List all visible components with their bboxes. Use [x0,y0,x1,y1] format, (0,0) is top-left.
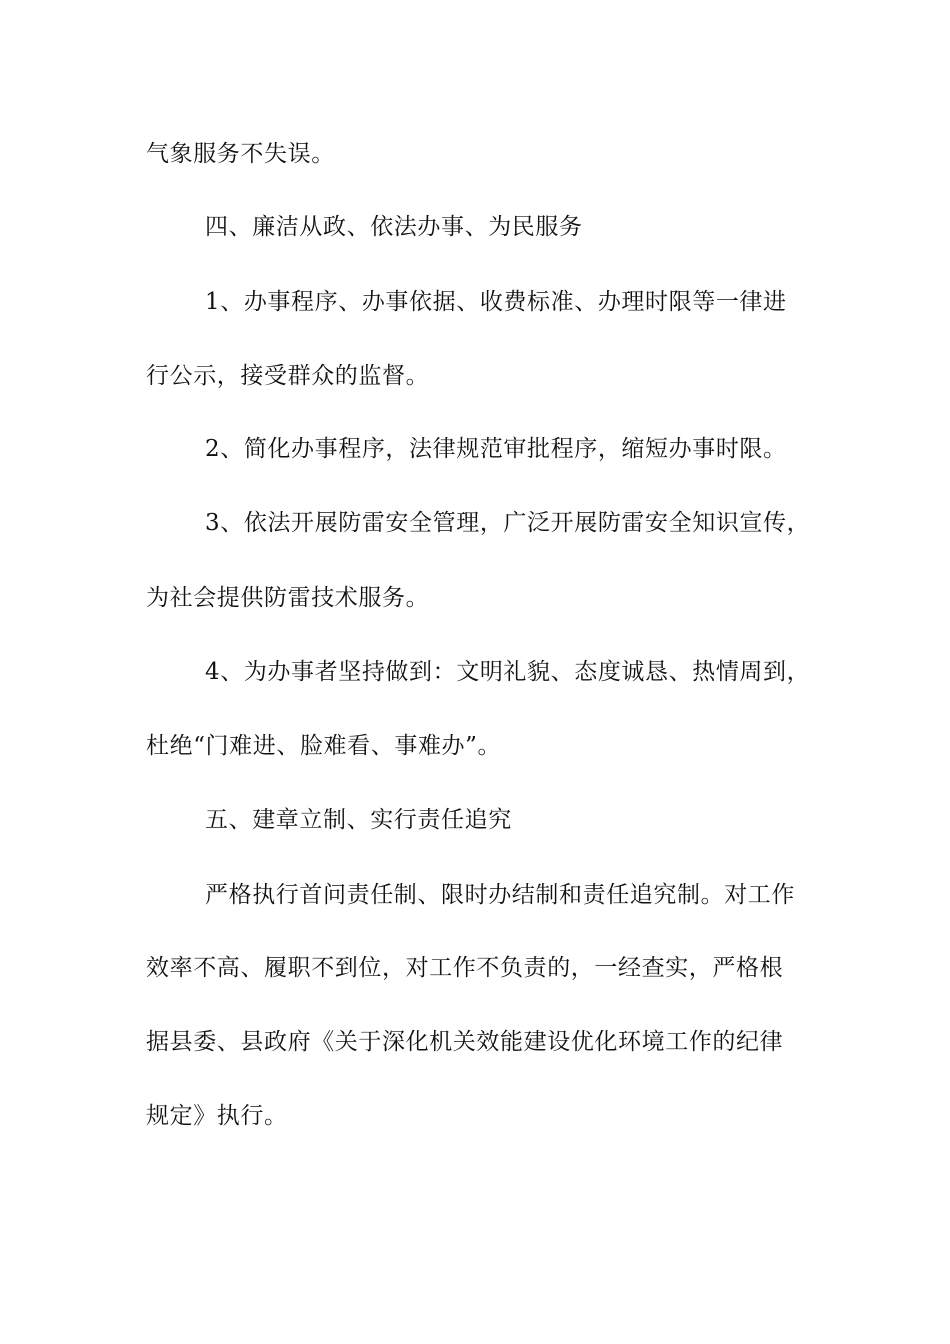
paragraph-line: 3、依法开展防雷安全管理，广泛开展防雷安全知识宣传， [205,510,811,536]
paragraph-line: 规定》执行。 [146,1103,288,1129]
section-heading: 五、建章立制、实行责任追究 [205,807,512,833]
paragraph-line: 1、办事程序、办事依据、收费标准、办理时限等一律进 [205,289,787,315]
paragraph-line: 为社会提供防雷技术服务。 [146,585,430,611]
paragraph-line: 杜绝“门难进、脸难看、事难办”。 [146,733,502,759]
paragraph-line: 4、为办事者坚持做到：文明礼貌、态度诚恳、热情周到， [205,659,811,685]
paragraph-line: 严格执行首问责任制、限时办结制和责任追究制。对工作 [205,882,795,908]
paragraph-line: 据县委、县政府《关于深化机关效能建设优化环境工作的纪律 [146,1029,784,1055]
paragraph-line: 2、简化办事程序，法律规范审批程序，缩短办事时限。 [205,436,787,462]
section-heading: 四、廉洁从政、依法办事、为民服务 [205,214,583,240]
paragraph-line: 效率不高、履职不到位，对工作不负责的，一经查实，严格根 [146,955,784,981]
paragraph-line: 行公示，接受群众的监督。 [146,363,430,389]
paragraph-line: 气象服务不失误。 [146,141,335,167]
